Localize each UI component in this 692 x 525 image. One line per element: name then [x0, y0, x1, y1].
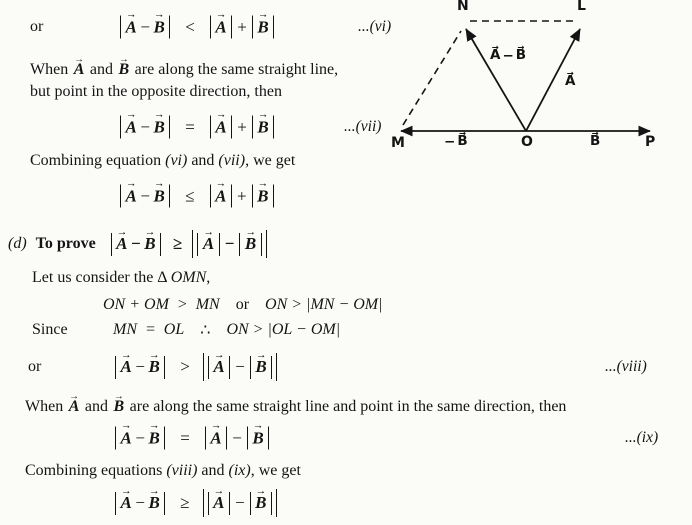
combining-1-text [30, 152, 295, 170]
eq-token-b [273, 185, 274, 208]
eq-token-o: − [140, 186, 150, 205]
eq-token-i: (ix) [228, 462, 251, 479]
eq-token-o: − [135, 493, 145, 512]
line-combined-viii-ix [0, 485, 692, 521]
eq-token-b [271, 356, 272, 379]
eq-token-b [208, 356, 209, 379]
eq-token-b [231, 185, 232, 208]
or-label-1: or [30, 18, 44, 35]
eq-token-v: → B [152, 186, 166, 206]
eq-token-b [252, 185, 253, 208]
eq-token-i: (vi) [165, 152, 188, 169]
eq-token-b [169, 16, 170, 39]
eq-token-t: are along the same straight line and point in the same direction, then [125, 397, 567, 415]
eq-token-v: → B [254, 493, 268, 513]
eq-token-t: Let us consider the Δ [32, 269, 171, 286]
equation-vii [117, 116, 277, 139]
eq-token-v: → A [119, 493, 133, 513]
eq-token-v: → A [209, 428, 223, 448]
eq-token-v: → B [112, 398, 126, 416]
dashed-m-n-line [403, 31, 461, 125]
combining-2-text [25, 462, 301, 480]
eq-token-v: → A [119, 428, 133, 448]
eq-token-b [208, 492, 209, 515]
eq-token-v: → A [72, 61, 86, 79]
eq-token-b [252, 16, 253, 39]
eq-token-t: , [206, 269, 211, 286]
equation-tag-vi: ...(vi) [358, 18, 392, 35]
eq-token-o: ≥ [173, 234, 183, 253]
but-point-text: but point in the opposite direction, then [30, 83, 282, 100]
eq-token-v: → A [214, 117, 228, 137]
eq-token-b [226, 427, 227, 450]
eq-token-b [164, 427, 165, 450]
eq-token-b [169, 185, 170, 208]
eq-token-t: and [80, 397, 112, 415]
line-combined-vi-vii [0, 178, 692, 214]
eq-token-v: → B [147, 428, 161, 448]
eq-token-b [115, 356, 116, 379]
eq-token-v: → A [124, 17, 138, 37]
eq-token-o: − [235, 357, 245, 376]
eq-token-i: ON > |OL − OM| [226, 321, 341, 338]
eq-token-v: → B [143, 234, 157, 254]
eq-token-i: ON + OM > MN [103, 296, 220, 313]
eq-token-b [120, 16, 121, 39]
eq-token-v: → B [456, 134, 468, 150]
eq-token-v: → A [214, 186, 228, 206]
eq-token-b [219, 233, 220, 256]
eq-token-b [268, 427, 269, 450]
eq-token-b [252, 116, 253, 139]
or-label-2: or [28, 358, 42, 375]
eq-token-b [273, 16, 274, 39]
triangle-inequality-text [103, 296, 383, 314]
vector-label-a-minus-b [489, 48, 527, 64]
eq-token-o: − [234, 493, 245, 512]
equation-tag-ix: ...(ix) [625, 429, 659, 446]
eq-token-t: When [30, 60, 73, 78]
equation-tag-vii: ...(vii) [344, 118, 382, 135]
to-prove-label: To prove [35, 235, 96, 252]
eq-token-t: Combining equations [25, 462, 167, 479]
eq-token-v: → A [67, 398, 81, 416]
eq-token-v: → B [147, 357, 161, 377]
line-when-same [0, 394, 692, 420]
eq-token-v: → B [152, 17, 166, 37]
eq-token-v: → A [124, 117, 138, 137]
eq-token-o: − [140, 17, 150, 36]
eq-token-b [120, 185, 121, 208]
point-label-m: M [391, 135, 405, 151]
equation-combined-vi-vii [117, 185, 277, 208]
eq-token-B [276, 489, 277, 517]
vector-label-neg-b [443, 134, 469, 150]
eq-token-o: < [185, 17, 195, 36]
eq-token-B [203, 353, 204, 381]
eq-token-i: (viii) [166, 462, 198, 479]
eq-token-o: − [135, 357, 145, 376]
eq-token-B [276, 353, 277, 381]
equation-to-prove [108, 230, 268, 258]
eq-token-b [273, 116, 274, 139]
equation-viii [112, 353, 278, 381]
eq-token-v: → B [515, 48, 527, 64]
point-label-o: O [521, 134, 533, 150]
eq-token-o: − [502, 48, 514, 64]
point-label-l: L [577, 0, 586, 14]
eq-token-v: → A [489, 48, 501, 64]
eq-token-B [266, 230, 267, 258]
eq-token-o: = [180, 428, 190, 447]
eq-token-b [247, 427, 248, 450]
eq-token-b [229, 492, 230, 515]
eq-token-o: + [237, 17, 247, 36]
line-let-us [0, 265, 692, 291]
eq-token-b [250, 492, 251, 515]
eq-token-o: − [135, 428, 145, 447]
vector-label-b [589, 134, 601, 150]
vector-label-a [564, 74, 576, 90]
eq-token-v: → A [201, 234, 215, 254]
eq-token-t: and [197, 462, 229, 479]
eq-token-b [210, 185, 211, 208]
eq-token-o: − [131, 234, 141, 253]
point-label-p: P [645, 134, 656, 150]
eq-token-t: , we get [245, 152, 296, 169]
eq-token-o: − [140, 117, 150, 136]
eq-token-v: → A [214, 17, 228, 37]
eq-token-v: → B [251, 428, 265, 448]
eq-token-b [210, 116, 211, 139]
eq-token-o: ≥ [180, 493, 190, 512]
eq-token-b [250, 356, 251, 379]
eq-token-b [205, 427, 206, 450]
eq-token-t: are along the same straight line, [130, 60, 339, 78]
line-triangle-inequality [0, 292, 692, 318]
eq-token-v: → B [243, 234, 257, 254]
eq-token-v: → A [212, 493, 226, 513]
vector-diagram [385, 2, 690, 160]
eq-token-i: OMN [170, 269, 207, 286]
eq-token-b [164, 492, 165, 515]
eq-token-B [192, 230, 193, 258]
eq-token-b [261, 233, 262, 256]
eq-token-o: + [236, 186, 247, 205]
eq-token-b [231, 116, 232, 139]
eq-token-i: MN = OL [113, 321, 185, 338]
eq-token-v: → A [124, 186, 138, 206]
eq-token-o: + [237, 117, 247, 136]
eq-token-b [115, 427, 116, 450]
eq-token-t: When [25, 397, 68, 415]
eq-token-v: → B [256, 186, 270, 206]
eq-token-o: > [180, 357, 190, 376]
eq-token-b [160, 233, 161, 256]
eq-token-v: → A [564, 74, 576, 90]
eq-token-b [164, 356, 165, 379]
eq-token-o: ≤ [185, 186, 195, 205]
eq-token-b [111, 233, 112, 256]
eq-token-v: → B [152, 117, 166, 137]
eq-token-v: → B [589, 134, 601, 150]
since-text [113, 320, 340, 340]
eq-token-t: , we get [250, 462, 301, 479]
eq-token-b [239, 233, 240, 256]
equation-combined-viii-ix [112, 489, 278, 517]
since-label: Since [32, 321, 68, 338]
eq-token-v: → A [115, 234, 129, 254]
eq-token-v: → A [119, 357, 133, 377]
eq-token-i: ON > |MN − OM| [265, 296, 383, 313]
eq-token-v: → B [254, 357, 268, 377]
eq-token-B [203, 489, 204, 517]
eq-token-b [197, 233, 198, 256]
when-opposite-text [30, 61, 338, 79]
equation-ix [112, 427, 272, 450]
eq-token-b [271, 492, 272, 515]
eq-token-o: − [232, 428, 242, 447]
eq-token-t: and [187, 152, 219, 169]
part-d-marker: (d) [8, 235, 27, 252]
eq-token-o: = [185, 117, 195, 136]
eq-token-b [210, 16, 211, 39]
eq-token-v: → B [256, 117, 270, 137]
eq-token-o: − [224, 234, 235, 253]
eq-token-t: and [85, 60, 117, 78]
eq-token-t: or [235, 296, 250, 313]
eq-token-b [115, 492, 116, 515]
eq-token-i: (vii) [218, 152, 246, 169]
eq-token-t: Combining equation [30, 152, 166, 169]
line-ix [0, 420, 692, 456]
eq-token-v: → B [256, 17, 270, 37]
line-combining-2 [0, 458, 692, 484]
eq-token-v: → A [212, 357, 226, 377]
eq-token-b [120, 116, 121, 139]
line-part-d [0, 225, 692, 263]
eq-token-o: − [444, 134, 456, 150]
eq-token-b [231, 16, 232, 39]
eq-token-o: ∴ [200, 322, 211, 339]
line-since [0, 317, 692, 343]
equation-vi [117, 16, 277, 39]
eq-token-b [229, 356, 230, 379]
line-viii [0, 349, 692, 385]
eq-token-b [169, 116, 170, 139]
eq-token-v: → B [147, 493, 161, 513]
when-same-text [25, 398, 566, 416]
equation-tag-viii: ...(viii) [605, 358, 647, 375]
eq-token-v: → B [117, 61, 131, 79]
point-label-n: N [457, 0, 469, 14]
let-us-text [32, 269, 210, 287]
